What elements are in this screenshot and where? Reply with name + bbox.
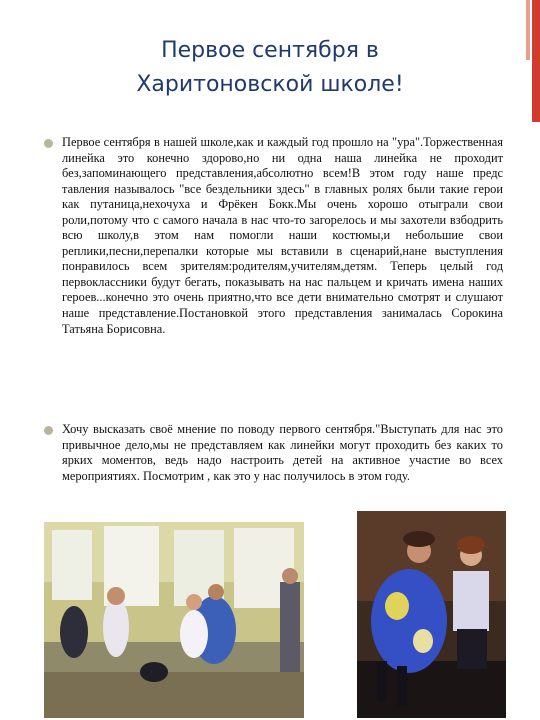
bullet-icon bbox=[44, 139, 53, 148]
title-line-2: Харитоновской школе! bbox=[136, 72, 404, 97]
title-line-1: Первое сентября в bbox=[161, 38, 379, 63]
corner-accent-stripe bbox=[526, 0, 530, 60]
page-title bbox=[60, 34, 480, 102]
bullet-icon bbox=[44, 426, 53, 435]
photo-school-hall-performance bbox=[44, 522, 304, 718]
corner-accent-bar bbox=[532, 0, 540, 122]
photo-costumed-performers bbox=[357, 511, 506, 718]
paragraph-2: Хочу высказать своё мнение по поводу первого сентября."Выступать для нас это привычное дело,мы не представляем как линейки могут проходить без каких то ярких моментов, ведь надо настроить детей на активное участие во всех мероприятиях. Посмотрим , как это у нас получилось в этом году. bbox=[62, 422, 503, 483]
paragraph-1: Первое сентября в нашей школе,как и каждый год прошло на "ура".Торжественная линейка это конечно здорово,но ни одна наша линейка не проходит без,запоминающего представления,абсолютно всем!В этом году наше предс тавления называлось "все бездельники здесь" в главных ролях были такие герои как путаница,нехочуха и Фрёкен Бокк.Мы очень хорошо отыграли свои роли,потому что с самого начала в нас что-то загорелось и мы захотели взбодрить всю школу,в этом нам помогли наши костюмы,и небольшие свои реплики,песни,перепалки которые мы вставили в сценарий,нане выступления понравилось всем зрителям:родителям,учителям,детям. Теперь целый год первоклассники будут бегать, показывать на нас пальцем и кричать имена наших героев...конечно это очень приятно,что все дети внимательно смотрят и слушают наше представление.Постановкой этого представления занималась Сорокина Татьяна Борисовна. bbox=[62, 135, 503, 336]
